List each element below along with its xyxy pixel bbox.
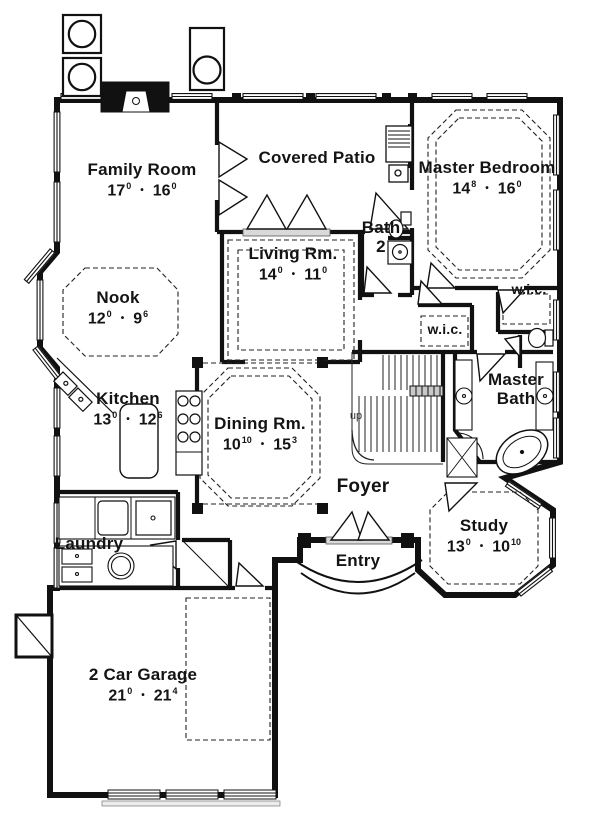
room-label-foyer xyxy=(337,477,390,498)
dim-length: 15 xyxy=(273,436,292,454)
room-name: w.i.c. xyxy=(511,281,547,297)
toilet xyxy=(529,329,554,348)
dim-separator: • xyxy=(140,184,144,196)
dim-width-inches: 0 xyxy=(106,309,112,320)
room-label-study xyxy=(447,517,521,556)
dim-width: 14 xyxy=(258,266,277,284)
room-name: Master Bedroom xyxy=(418,158,556,177)
room-dimensions xyxy=(93,411,162,429)
room-name: Nook xyxy=(96,288,140,307)
room-name: Kitchen xyxy=(96,389,160,408)
stair-landing-rail xyxy=(410,386,443,396)
fireplace xyxy=(101,82,169,112)
dim-width-inches: 0 xyxy=(277,265,283,276)
dim-length-inches: 4 xyxy=(172,686,178,697)
entry-door-leaf xyxy=(358,512,389,540)
room-label-wic-right xyxy=(512,282,547,297)
room-name: Living Rm. xyxy=(248,244,338,263)
dim-length: 21 xyxy=(153,687,172,705)
dim-length: 11 xyxy=(304,266,322,284)
room-label-garage xyxy=(89,666,197,705)
entry-door-leaf xyxy=(331,512,362,540)
dim-length-inches: 6 xyxy=(157,410,163,421)
dim-separator: • xyxy=(126,413,130,425)
study-door-leaf xyxy=(445,483,477,511)
garage-door-leaf xyxy=(236,563,263,586)
patio-door-threshold xyxy=(243,229,330,236)
dim-length: 9 xyxy=(133,310,143,328)
room-label-covered-patio xyxy=(259,149,376,167)
dim-width: 14 xyxy=(452,180,471,198)
dim-length: 16 xyxy=(152,182,171,200)
dim-width: 12 xyxy=(87,310,106,328)
room-label-wic-left xyxy=(428,322,463,337)
dim-length-inches: 3 xyxy=(292,435,298,446)
room-label-laundry xyxy=(55,535,123,553)
dim-width: 10 xyxy=(222,436,241,454)
dim-width: 21 xyxy=(108,687,127,705)
dim-length-inches: 0 xyxy=(516,179,522,190)
room-name: Foyer xyxy=(336,476,390,497)
dim-length-inches: 6 xyxy=(143,309,149,320)
outdoor-grill xyxy=(386,126,412,182)
dim-separator: • xyxy=(260,438,265,450)
dim-width-inches: 10 xyxy=(241,435,252,446)
family-door-leaf xyxy=(219,142,247,177)
room-label-entry xyxy=(336,552,380,570)
room-label-nook xyxy=(88,289,148,328)
bedroom-hall-door-leaf xyxy=(427,263,455,288)
bath2-door-leaf xyxy=(364,267,391,293)
dim-separator: • xyxy=(120,312,125,324)
room-name-line2: Bath xyxy=(496,388,536,408)
living-french-door-leaf xyxy=(287,195,326,229)
side-stoop xyxy=(16,615,52,657)
room-name: Dining Rm. xyxy=(214,414,306,433)
dim-width: 17 xyxy=(107,182,126,200)
room-name: Family Room xyxy=(87,160,197,179)
dim-width: 13 xyxy=(446,538,465,556)
dim-length: 12 xyxy=(138,411,157,429)
room-dimensions xyxy=(88,182,197,200)
dim-width-inches: 0 xyxy=(465,537,471,548)
room-name: Bath xyxy=(361,218,401,237)
dim-width-inches: 0 xyxy=(126,181,132,192)
room-dimensions xyxy=(447,538,521,556)
room-label-bath-2 xyxy=(362,219,401,256)
room-name: Entry xyxy=(335,551,381,570)
dim-width-inches: 0 xyxy=(127,686,133,697)
room-label-living-room xyxy=(249,245,338,284)
staircase xyxy=(349,352,443,464)
room-dimensions xyxy=(88,310,148,328)
room-dimensions xyxy=(89,687,197,705)
room-name: Covered Patio xyxy=(258,148,376,167)
dim-width: 13 xyxy=(93,411,112,429)
room-dimensions xyxy=(214,436,306,454)
room-name: Study xyxy=(459,516,509,535)
room-label-family-room xyxy=(88,161,197,200)
room-name: 2 Car Garage xyxy=(88,665,198,684)
stair-direction-label: up xyxy=(349,410,363,422)
dim-length-inches: 0 xyxy=(171,181,177,192)
dim-separator: • xyxy=(479,540,484,552)
art-niche xyxy=(447,438,477,477)
room-name: w.i.c. xyxy=(427,321,463,337)
room-dimensions xyxy=(249,266,338,284)
dim-length: 16 xyxy=(497,180,516,198)
pantry-shelf xyxy=(182,540,230,588)
dim-length-inches: 0 xyxy=(322,265,328,276)
living-french-door-leaf xyxy=(247,195,286,229)
dim-separator: • xyxy=(141,689,145,701)
room-label-master-bath xyxy=(488,371,544,408)
dim-separator: • xyxy=(485,182,489,194)
garage-storage-outline xyxy=(186,598,270,740)
room-name: Master xyxy=(487,370,545,389)
dim-width-inches: 0 xyxy=(112,410,118,421)
dim-separator: • xyxy=(291,268,296,280)
room-label-master-bedroom xyxy=(419,159,556,198)
kitchen-range xyxy=(176,391,202,475)
room-name: Laundry xyxy=(54,534,124,553)
room-number: 2 xyxy=(376,236,386,256)
dim-length: 10 xyxy=(492,538,511,556)
room-label-dining-room xyxy=(214,415,306,454)
room-dimensions xyxy=(419,180,556,198)
dim-length-inches: 10 xyxy=(511,537,522,548)
family-door-leaf xyxy=(219,180,247,215)
room-label-kitchen xyxy=(93,390,162,429)
dim-width-inches: 8 xyxy=(471,179,477,190)
garage-door-panels xyxy=(102,790,280,806)
